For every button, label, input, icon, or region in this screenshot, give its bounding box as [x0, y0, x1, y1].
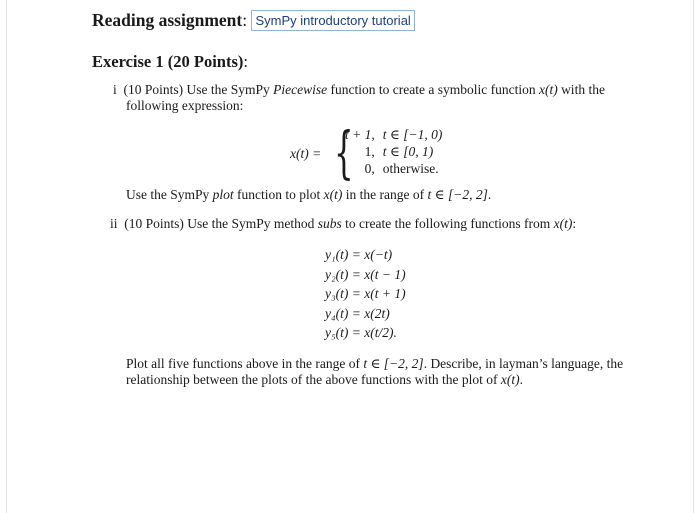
final-text-a: Plot all five functions above in the range of: [126, 356, 364, 371]
case-expr: 1,: [364, 144, 375, 159]
part-ii-marker: ii: [110, 216, 118, 231]
final-line2-text-b: .: [519, 372, 524, 387]
plot-text-c: in the range of: [342, 187, 428, 202]
plot-function-name: plot: [212, 187, 234, 202]
equation: y₂(t) = x(t − 1): [325, 266, 406, 282]
piecewise-cases-table: [345, 126, 442, 177]
equation: y₃(t) = x(t + 1): [325, 286, 406, 301]
part-i-marker: i: [113, 82, 117, 97]
part-ii-line-1: [110, 216, 576, 232]
exercise-title: [92, 52, 248, 72]
heading-colon: :: [242, 10, 248, 30]
part-i-text-a: (10 Points) Use the SymPy: [123, 82, 274, 97]
document-page: [6, 0, 694, 513]
final-range: t ∈ [−2, 2]: [363, 356, 424, 371]
part-i-line-2: following expression:: [126, 98, 244, 113]
part-i-text-c: with the: [557, 82, 605, 97]
plot-fx: x(t): [323, 187, 343, 202]
case-row: [345, 143, 442, 160]
final-text-b: . Describe, in layman’s language, the: [423, 356, 624, 371]
part-ii-text-a: (10 Points) Use the SymPy method: [124, 216, 318, 231]
plot-range: t ∈ [−2, 2]: [427, 187, 488, 202]
subs-method-name: subs: [317, 216, 342, 231]
case-cond: t ∈ [0, 1): [382, 144, 434, 159]
sympy-tutorial-link[interactable]: SymPy introductory tutorial: [251, 10, 414, 31]
exercise-title-colon: :: [243, 52, 248, 71]
final-fx: x(t): [500, 372, 520, 387]
case-expr: t + 1,: [345, 127, 375, 142]
substitution-equations: [325, 245, 406, 343]
part-i-text-b: function to create a symbolic function: [327, 82, 539, 97]
plot-text-d: .: [487, 187, 492, 202]
part-i-line-1: [113, 82, 605, 98]
piecewise-lhs: x(t) =: [290, 146, 322, 161]
final-line2-text-a: relationship between the plots of the above functions with the plot of: [126, 372, 501, 387]
equation: y₄(t) = x(2t): [325, 305, 390, 321]
case-cond: t ∈ [−1, 0): [382, 127, 443, 142]
piecewise-cases: [345, 126, 442, 177]
case-row: [345, 126, 442, 143]
part-i-fx: x(t): [538, 82, 558, 97]
part-ii-fx: x(t): [553, 216, 573, 231]
case-expr: 0,: [364, 161, 375, 176]
reading-assignment-heading: [92, 10, 415, 31]
case-row: [345, 160, 442, 177]
part-ii-text-b: to create the following functions from: [341, 216, 554, 231]
equation: y₅(t) = x(t/2).: [325, 325, 397, 340]
plot-instruction: [126, 187, 491, 203]
piecewise-function-name: Piecewise: [273, 82, 328, 97]
part-ii-text-c: :: [572, 216, 577, 231]
equation: y₁(t) = x(−t): [325, 247, 393, 262]
case-cond: otherwise.: [382, 161, 439, 176]
final-instruction-line-2: [126, 372, 523, 388]
reading-assignment-label: Reading assignment: [92, 10, 243, 30]
plot-text-b: function to plot: [233, 187, 324, 202]
exercise-title-text: Exercise 1 (20 Points): [92, 52, 244, 71]
plot-text-a: Use the SymPy: [126, 187, 213, 202]
piecewise-brace: {: [334, 121, 354, 186]
final-instruction-line-1: [126, 356, 623, 372]
